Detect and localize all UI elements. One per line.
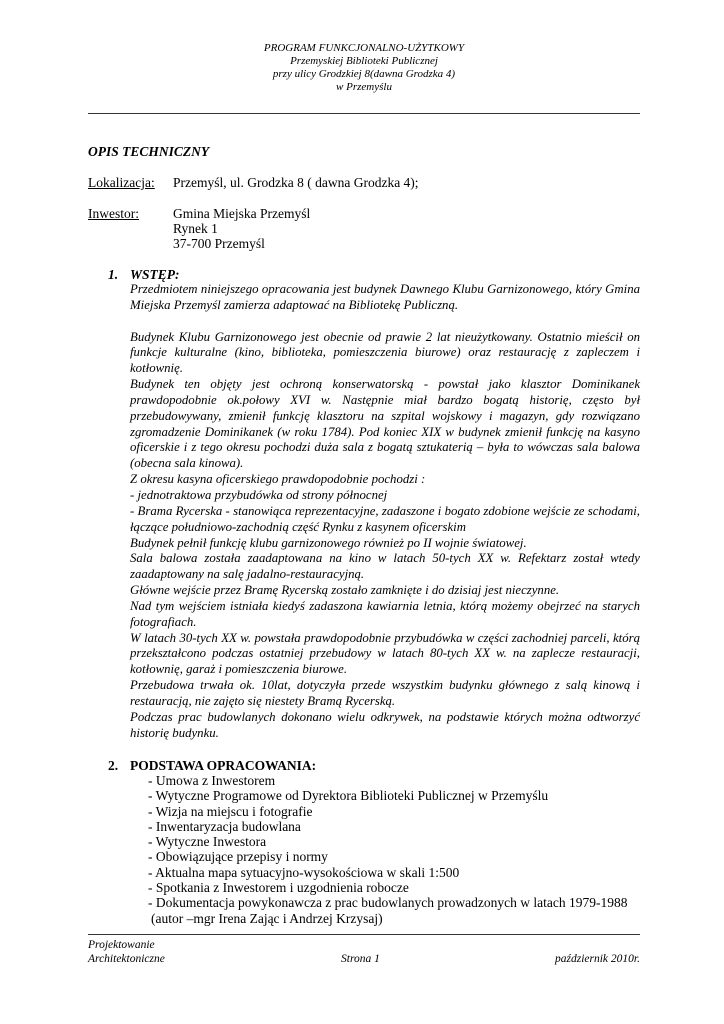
paragraph: - jednotraktowa przybudówka od strony północnej xyxy=(130,487,388,502)
paragraph: Nad tym wejściem istniała kiedyś zadaszona kawiarnia letnia, którą możemy obejrzeć na starych fotografiach. xyxy=(130,598,640,629)
page-number: Strona 1 xyxy=(341,953,380,965)
section-title: OPIS TECHNICZNY xyxy=(88,144,210,159)
paragraph: Przedmiotem niniejszego opracowania jest budynek Dawnego Klubu Garnizonowego, który Gmina Miejska Przemyśl zamierza adaptować na Bibliotekę Publiczną. xyxy=(130,282,640,312)
paragraph: Z okresu kasyna oficerskiego prawdopodobnie pochodzi : xyxy=(130,472,426,487)
list-item: - Aktualna mapa sytuacyjno-wysokościowa w skali 1:500 xyxy=(148,864,460,880)
header-line-4: w Przemyślu xyxy=(336,81,392,93)
paragraph: - Brama Rycerska - stanowiąca reprezentacyjne, zadaszone i bogato zdobione wejście ze schodami, łączące południowo-zachodnią część Rynku z kasynem oficerskim xyxy=(130,503,640,534)
header-divider xyxy=(88,113,640,114)
location-value: Przemyśl, ul. Grodzka 8 ( dawna Grodzka 4); xyxy=(173,175,419,190)
section-2-heading xyxy=(108,758,316,774)
basis-list xyxy=(148,773,640,926)
paragraph: Budynek pełnił funkcję klubu garnizonowego również po II wojnie światowej. xyxy=(130,535,527,550)
list-item: - Umowa z Inwestorem xyxy=(148,773,276,788)
paragraph: Budynek ten objęty jest ochroną konserwatorską - powstał jako klasztor Dominikanek prawdopodobnie ok.połowy XVI w. Następnie miał bardzo bogatą historię, często był przebudowywany, zmienił funkcję klasztoru na szpital wojskowy i magazyn, gdy rozwiązano zgromadzenie Dominikanek (w roku 1784). Pod koniec XIX w budynek zmienił funkcję na kasyno oficerskie i z tego okresu pochodzi duża sala z bogatą sztukaterią – była to wówczas sala balowa (obecna sala kinowa). xyxy=(130,377,640,471)
paragraph: Budynek Klubu Garnizonowego jest obecnie od prawie 2 lat nieużytkowany. Ostatnio mieścił on funkcje kulturalne (kino, biblioteka, pomieszczenia biurowe) oraz restaurację z zapleczem i kotłownię. xyxy=(130,329,640,376)
paragraph: Sala balowa została zaadaptowana na kino w latach 50-tych XX w. Refektarz został wtedy zaadaptowany na salę jadalno-restauracyjną. xyxy=(130,551,640,582)
header-line-3: przy ulicy Grodzkiej 8(dawna Grodzka 4) xyxy=(272,68,456,80)
page-header xyxy=(88,42,640,94)
header-line-2: Przemyskiej Biblioteki Publicznej xyxy=(290,55,438,67)
investor-line-1: Gmina Miejska Przemyśl xyxy=(173,206,311,221)
footer-divider xyxy=(88,934,640,935)
investor-line-2: Rynek 1 xyxy=(173,221,218,236)
section-1-heading xyxy=(108,267,180,283)
section-2-number: 2. xyxy=(108,758,119,773)
list-item: - Dokumentacja powykonawcza z prac budowlanych prowadzonych w latach 1979-1988 xyxy=(148,895,628,911)
list-item: - Wizja na miejscu i fotografie xyxy=(148,803,313,819)
list-item: - Inwentaryzacja budowlana xyxy=(148,818,301,834)
section-1-body xyxy=(130,282,640,741)
list-item: - Wytyczne Programowe od Dyrektora Biblioteki Publicznej w Przemyślu xyxy=(148,788,549,804)
header-line-1: PROGRAM FUNKCJONALNO-UŻYTKOWY xyxy=(263,42,465,54)
location-label: Lokalizacja: xyxy=(88,175,155,190)
footer-left-line-1: Projektowanie xyxy=(88,939,155,951)
footer-date: październik 2010r. xyxy=(555,953,640,965)
investor-line-3: 37-700 Przemyśl xyxy=(173,236,265,251)
paragraph: Podczas prac budowlanych dokonano wielu odkrywek, na podstawie których można odtworzyć historię budynku. xyxy=(130,709,640,740)
list-item-continuation: (autor –mgr Irena Zając i Andrzej Krzysaj) xyxy=(151,910,383,926)
paragraph: Przebudowa trwała ok. 10lat, dotyczyła przede wszystkim budynku głównego z salą kinową i restauracją, nie zajęto się niestety Bramą Rycerską. xyxy=(130,678,640,708)
section-2-title: PODSTAWA OPRACOWANIA: xyxy=(130,758,317,773)
paragraph: Główne wejście przez Bramę Rycerską zostało zamknięte i do dzisiaj jest nieczynne. xyxy=(130,583,560,598)
section-1-number: 1. xyxy=(108,267,119,282)
investor-label: Inwestor: xyxy=(88,206,139,221)
footer-left-line-2: Architektoniczne xyxy=(88,953,165,965)
paragraph: W latach 30-tych XX w. powstała prawdopodobnie przybudówka w części zachodniej parceli, którą przekształcono podczas ostatniej przebudowy w latach 80-tych XX w. na zaplecze restauracji, kotłownię, garaż i pomieszczenia biurowe. xyxy=(130,630,640,677)
list-item: - Obowiązujące przepisy i normy xyxy=(148,849,328,865)
list-item: - Wytyczne Inwestora xyxy=(148,834,267,850)
footer-left xyxy=(88,938,165,966)
list-item: - Spotkania z Inwestorem i uzgodnienia robocze xyxy=(148,880,409,896)
section-1-title: WSTĘP: xyxy=(130,267,180,282)
